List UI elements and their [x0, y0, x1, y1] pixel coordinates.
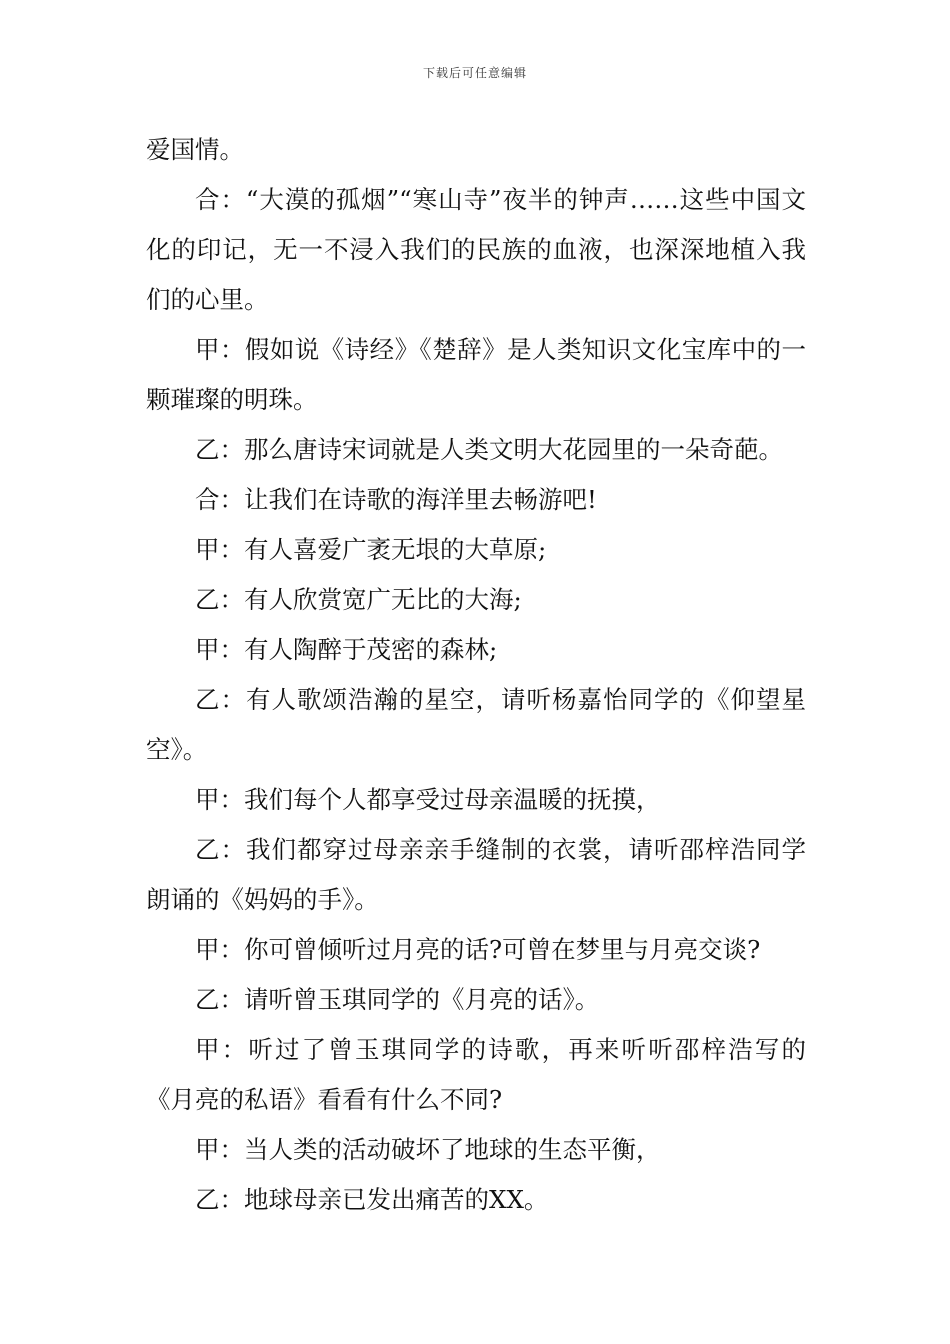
paragraph-7: 乙：有人欣赏宽广无比的大海;: [195, 585, 522, 614]
paragraph-3: 甲：假如说《诗经》《楚辞》是人类知识文化宝库中的一颗璀璨的明珠。: [146, 335, 806, 414]
paragraph-14: 甲：听过了曾玉琪同学的诗歌，再来听听邵梓浩写的《月亮的私语》看看有什么不同?: [146, 1035, 806, 1114]
paragraph-13: 乙：请听曾玉琪同学的《月亮的话》。: [195, 985, 600, 1014]
paragraph-4: 乙：那么唐诗宋词就是人类文明大花园里的一朵奇葩。: [195, 435, 783, 464]
paragraph-10: 甲：我们每个人都享受过母亲温暖的抚摸，: [195, 785, 661, 814]
paragraph-2: 合：“大漠的孤烟”“寒山寺”夜半的钟声……这些中国文化的印记，无一不浸入我们的民族的血液，也深深地植入我们的心里。: [146, 185, 806, 314]
paragraph-9: 乙：有人歌颂浩瀚的星空，请听杨嘉怡同学的《仰望星空》。: [146, 685, 806, 764]
paragraph-15: 甲：当人类的活动破坏了地球的生态平衡，: [195, 1135, 661, 1164]
document-body: [146, 125, 806, 1225]
paragraph-6: 甲：有人喜爱广袤无垠的大草原;: [195, 535, 547, 564]
paragraph-5: 合：让我们在诗歌的海洋里去畅游吧!: [195, 485, 597, 514]
paragraph-8: 甲：有人陶醉于茂密的森林;: [195, 635, 498, 664]
paragraph-16: 乙：地球母亲已发出痛苦的XX。: [195, 1185, 549, 1214]
paragraph-1: 爱国情。: [146, 135, 244, 164]
paragraph-12: 甲：你可曾倾听过月亮的话?可曾在梦里与月亮交谈?: [195, 935, 761, 964]
page-header: 下载后可任意编辑: [422, 66, 527, 80]
paragraph-11: 乙：我们都穿过母亲亲手缝制的衣裳，请听邵梓浩同学朗诵的《妈妈的手》。: [146, 835, 806, 914]
